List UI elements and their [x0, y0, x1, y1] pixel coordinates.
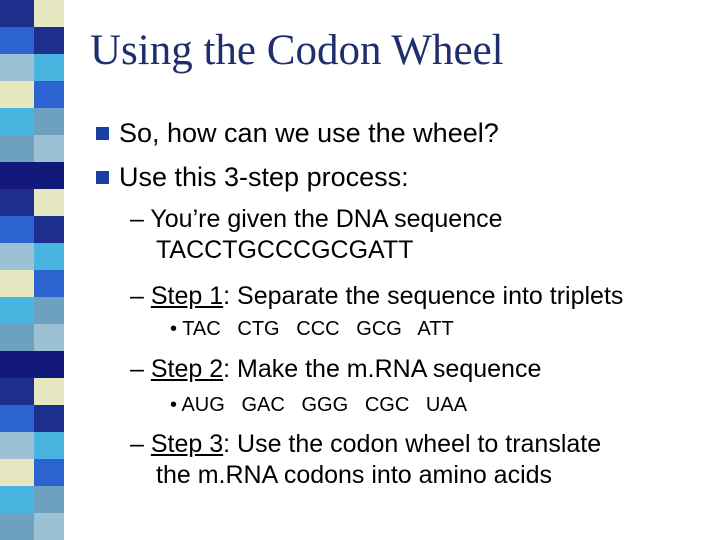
- slide-title: Using the Codon Wheel: [90, 27, 504, 74]
- stripe-row: [0, 108, 64, 135]
- stripe-row: [0, 135, 64, 162]
- stripe-block: [0, 297, 34, 324]
- step-2-text: : Make the m.RNA sequence: [223, 355, 542, 383]
- stripe-block: [34, 513, 64, 540]
- stripe-block: [34, 162, 64, 189]
- bullet-text: So, how can we use the wheel?: [119, 118, 499, 148]
- dna-sequence: TACCTGCCCGCGATT: [156, 236, 414, 264]
- stripe-block: [34, 432, 64, 459]
- stripe-row: [0, 189, 64, 216]
- stripe-row: [0, 243, 64, 270]
- stripe-block: [34, 297, 64, 324]
- dash: –: [130, 355, 151, 383]
- stripe-row: [0, 81, 64, 108]
- stripe-row: [0, 351, 64, 378]
- stripe-row: [0, 54, 64, 81]
- stripe-block: [0, 216, 34, 243]
- step-1-text: : Separate the sequence into triplets: [223, 282, 624, 310]
- stripe-block: [34, 81, 64, 108]
- stripe-block: [0, 189, 34, 216]
- stripe-block: [0, 162, 34, 189]
- stripe-block: [34, 27, 64, 54]
- dash: –: [130, 282, 151, 310]
- stripe-block: [0, 54, 34, 81]
- stripe-block: [34, 459, 64, 486]
- stripe-block: [0, 81, 34, 108]
- stripe-row: [0, 324, 64, 351]
- stripe-block: [0, 459, 34, 486]
- given-dna-item: [130, 204, 503, 266]
- stripe-block: [34, 270, 64, 297]
- step-1-item: [130, 281, 623, 312]
- bullet-item: [96, 118, 499, 149]
- stripe-block: [0, 351, 34, 378]
- step-2-label: Step 2: [150, 355, 224, 383]
- step-3-label: Step 3: [150, 430, 224, 458]
- step-3-continuation: the m.RNA codons into amino acids: [156, 461, 553, 489]
- dash: –: [130, 430, 151, 458]
- stripe-row: [0, 432, 64, 459]
- stripe-row: [0, 27, 64, 54]
- square-bullet-icon: [96, 171, 109, 184]
- stripe-row: [0, 162, 64, 189]
- bullet-item: [96, 162, 409, 193]
- stripe-block: [34, 243, 64, 270]
- stripe-block: [34, 54, 64, 81]
- stripe-row: [0, 297, 64, 324]
- bullet-text: Use this 3-step process:: [119, 162, 409, 192]
- dna-triplets: • TAC CTG CCC GCG ATT: [170, 318, 454, 340]
- square-bullet-icon: [96, 127, 109, 140]
- stripe-row: [0, 216, 64, 243]
- stripe-row: [0, 405, 64, 432]
- step-2-item: [130, 354, 541, 385]
- stripe-block: [34, 351, 64, 378]
- stripe-block: [34, 0, 64, 27]
- decorative-side-stripes: [0, 0, 64, 540]
- stripe-row: [0, 378, 64, 405]
- stripe-row: [0, 459, 64, 486]
- given-line: – You’re given the DNA sequence: [130, 205, 503, 233]
- stripe-block: [0, 0, 34, 27]
- stripe-block: [34, 135, 64, 162]
- stripe-block: [34, 324, 64, 351]
- stripe-block: [0, 324, 34, 351]
- stripe-block: [34, 486, 64, 513]
- stripe-block: [0, 378, 34, 405]
- stripe-block: [34, 108, 64, 135]
- stripe-block: [0, 432, 34, 459]
- step-3-item: [130, 429, 601, 491]
- stripe-block: [34, 189, 64, 216]
- stripe-block: [0, 135, 34, 162]
- step-1-label: Step 1: [150, 282, 224, 310]
- stripe-block: [0, 27, 34, 54]
- stripe-block: [34, 216, 64, 243]
- stripe-row: [0, 486, 64, 513]
- stripe-block: [0, 513, 34, 540]
- stripe-block: [0, 243, 34, 270]
- stripe-row: [0, 513, 64, 540]
- stripe-block: [0, 270, 34, 297]
- stripe-block: [0, 486, 34, 513]
- stripe-block: [34, 378, 64, 405]
- stripe-row: [0, 0, 64, 27]
- stripe-block: [34, 405, 64, 432]
- stripe-block: [0, 405, 34, 432]
- mrna-codons: • AUG GAC GGG CGC UAA: [170, 394, 468, 416]
- stripe-block: [0, 108, 34, 135]
- stripe-row: [0, 270, 64, 297]
- step-3-text: : Use the codon wheel to translate: [223, 430, 602, 458]
